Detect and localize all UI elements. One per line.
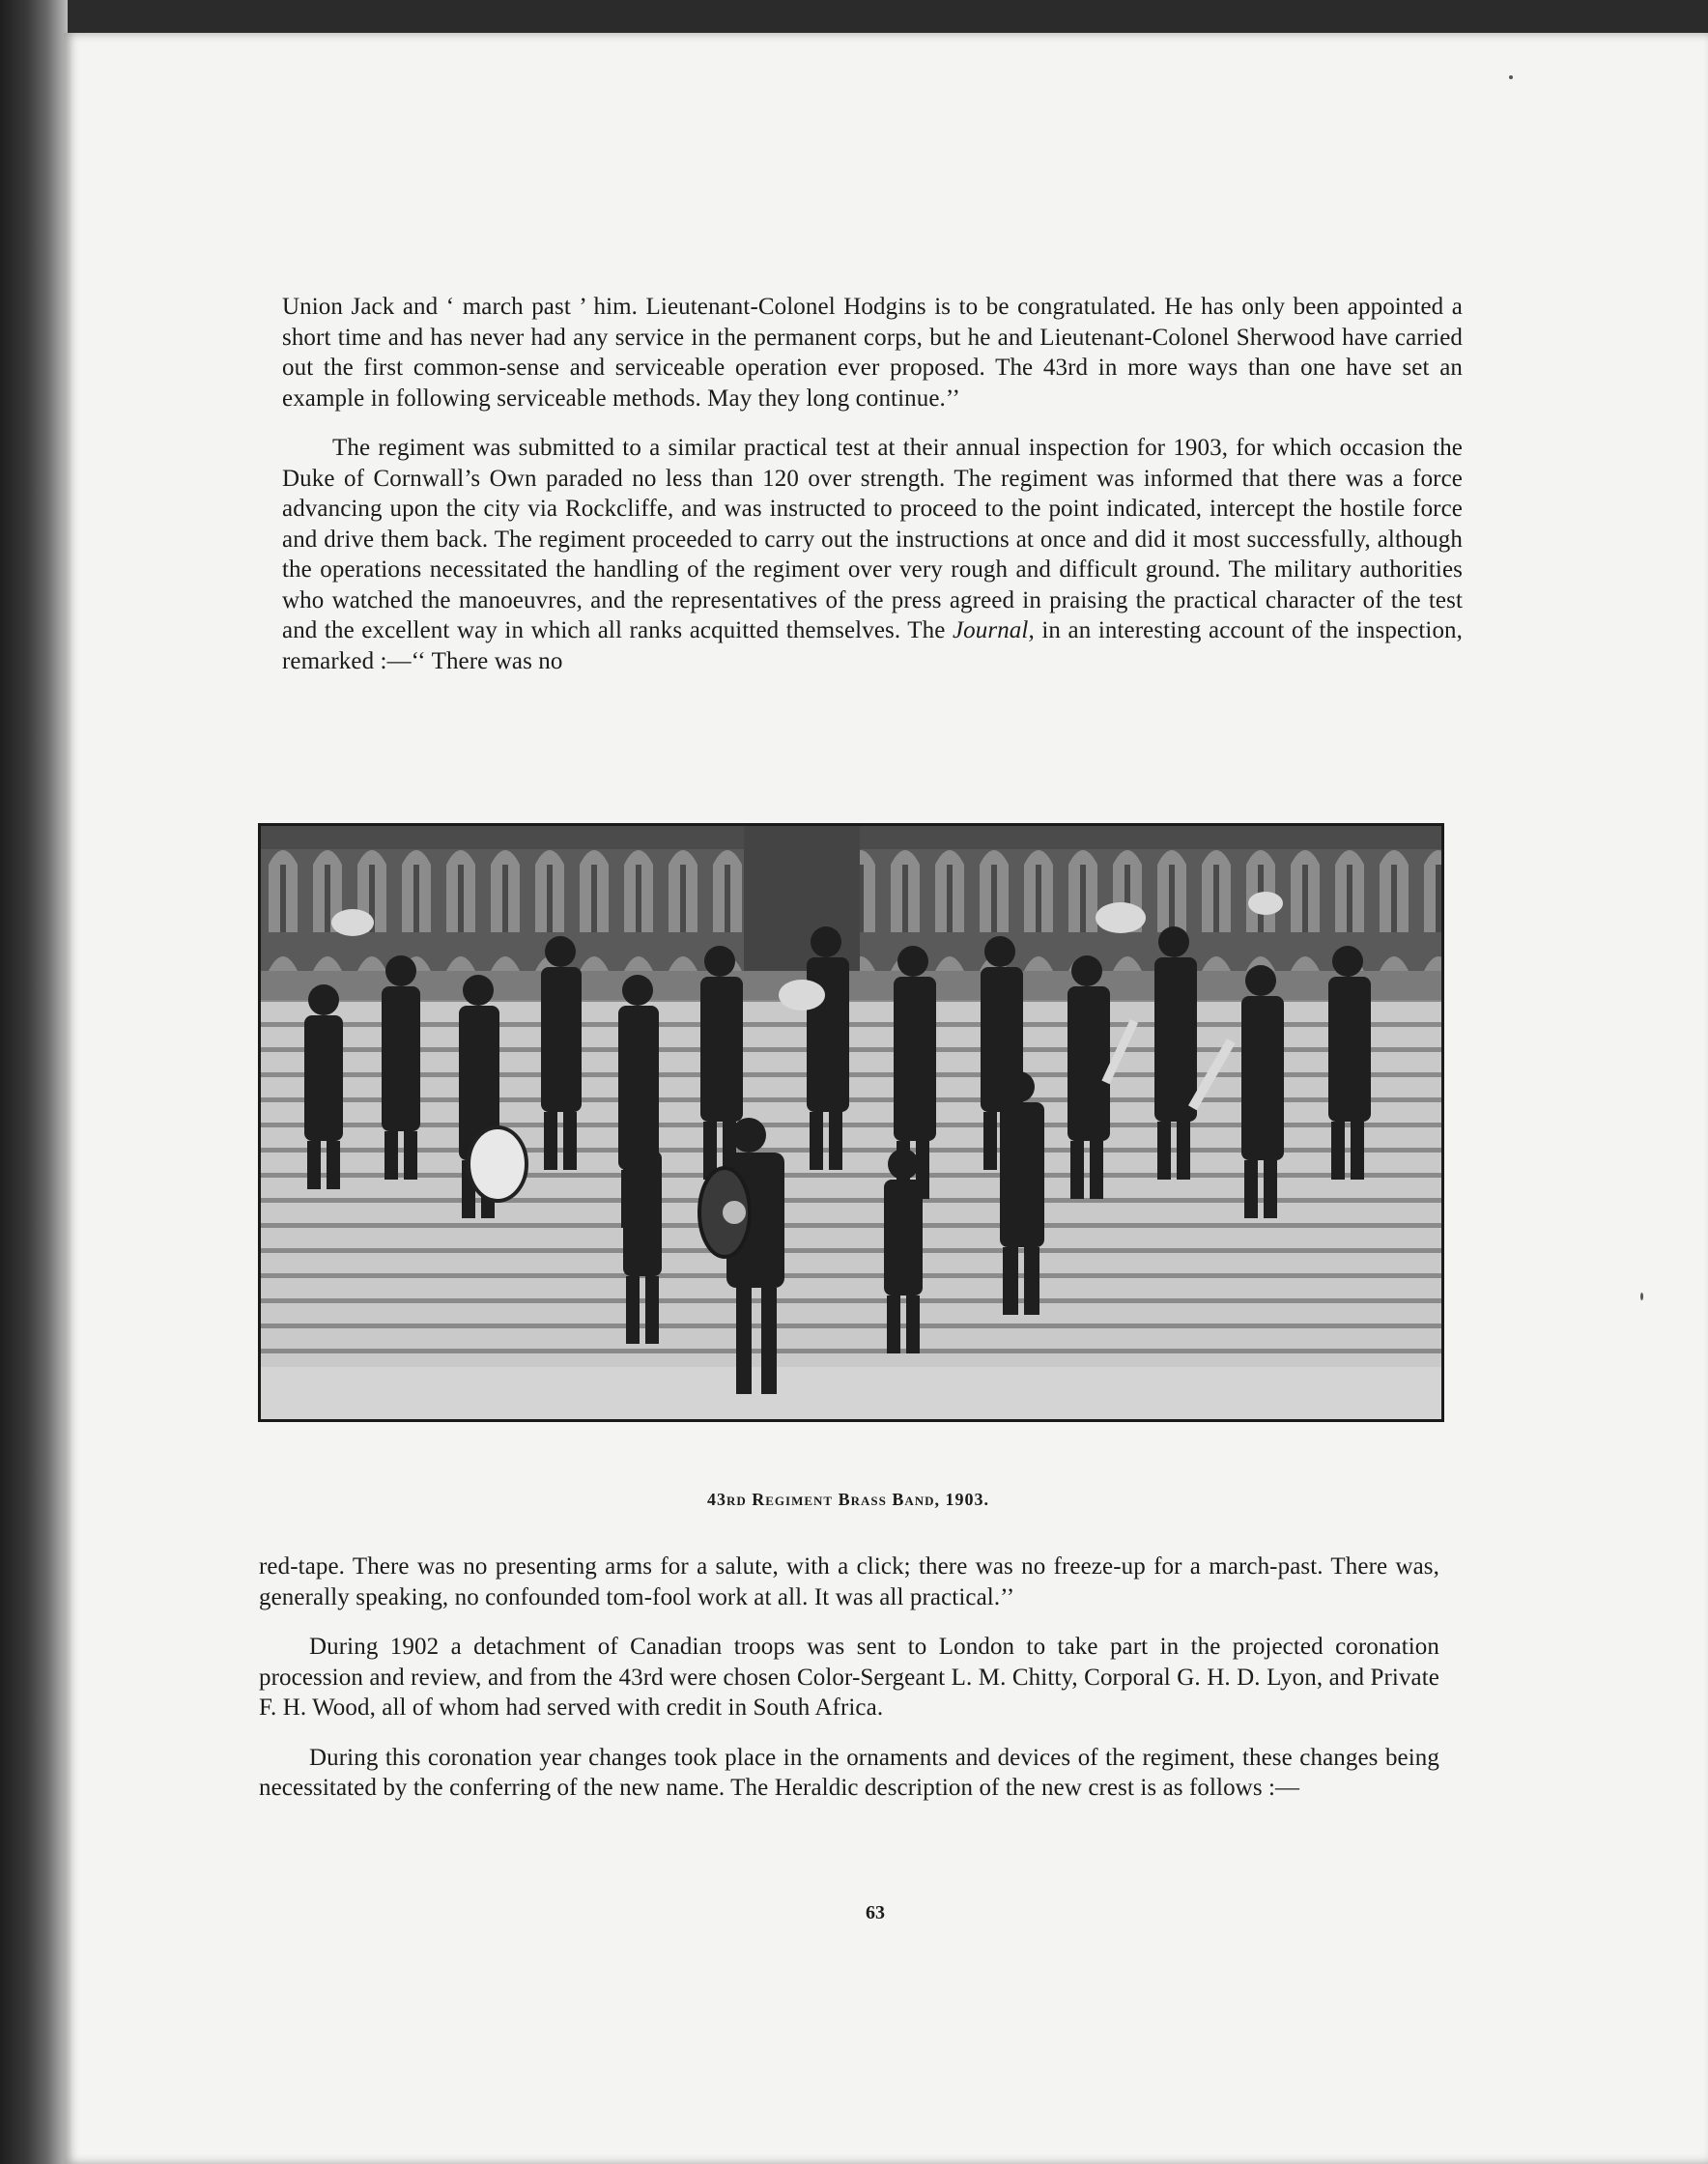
- band-photograph-image: [261, 826, 1441, 1419]
- paragraph-coronation-detachment: During 1902 a detachment of Canadian troops was sent to London to take part in the projected coronation procession and review, and from the 43rd were chosen Color-Sergeant L. M. Chitty, Corporal G. H. D. Lyon, and Private F. H. Wood, all of whom had served with credit in South Africa.: [259, 1634, 1439, 1721]
- photo-caption: 43rd Regiment Brass Band, 1903.: [706, 1490, 990, 1509]
- paragraph-inspection-text: The regiment was submitted to a similar practical test at their annual inspection for 1903, for which occasion the Duke of Cornwall’s Own paraded no less than 120 over strength. The regiment was informed that there was a force advancing upon the city via Rockcliffe, and was instructed to proceed to the point indicated, intercept the hostile force and drive them back. The regiment proceeded to carry out the instructions at once and did it most successfully, although the operations necessitated the handling of the regiment over very rough and difficult ground. The military authorities who watched the manoeuvres, and the representatives of the press agreed in praising the practical character of the test and the excellent way in which all ranks acquitted themselves. The: [282, 435, 1463, 643]
- journal-title: Journal,: [952, 617, 1035, 643]
- paragraph-red-tape: red-tape. There was no presenting arms for a salute, with a click; there was no freeze-up for a march-past. There was, generally speaking, no confounded tom-fool work at all. It was all practical.’’: [259, 1553, 1439, 1610]
- book-page: [64, 33, 1708, 2164]
- paragraph-inspection-1903: [282, 433, 1463, 676]
- top-text-block: [282, 292, 1463, 676]
- paragraph-crest-changes: During this coronation year changes took place in the ornaments and devices of the regiment, these changes being necessitated by the conferring of the new name. The Heraldic description of the new crest is as follows :—: [259, 1744, 1439, 1801]
- bottom-text-block: [259, 1552, 1439, 1804]
- paragraph-union-jack: Union Jack and ‘ march past ’ him. Lieutenant-Colonel Hodgins is to be congratulated. He has only been appointed a short time and has never had any service in the permanent corps, but he and Lieutenant-Colonel Sherwood have carried out the first common-sense and serviceable operation ever proposed. The 43rd in more ways than one have set an example in following serviceable methods. May they long continue.’’: [282, 294, 1463, 412]
- paragraph-inspection-tail: in an interesting account of the inspection, remarked :—‘‘ There was no: [282, 617, 1463, 674]
- book-spine-edge: [0, 0, 68, 2164]
- paper-speck: [1509, 75, 1513, 79]
- page-number: 63: [866, 1902, 885, 1923]
- band-photograph: [258, 823, 1444, 1422]
- paper-speck: [1640, 1293, 1643, 1300]
